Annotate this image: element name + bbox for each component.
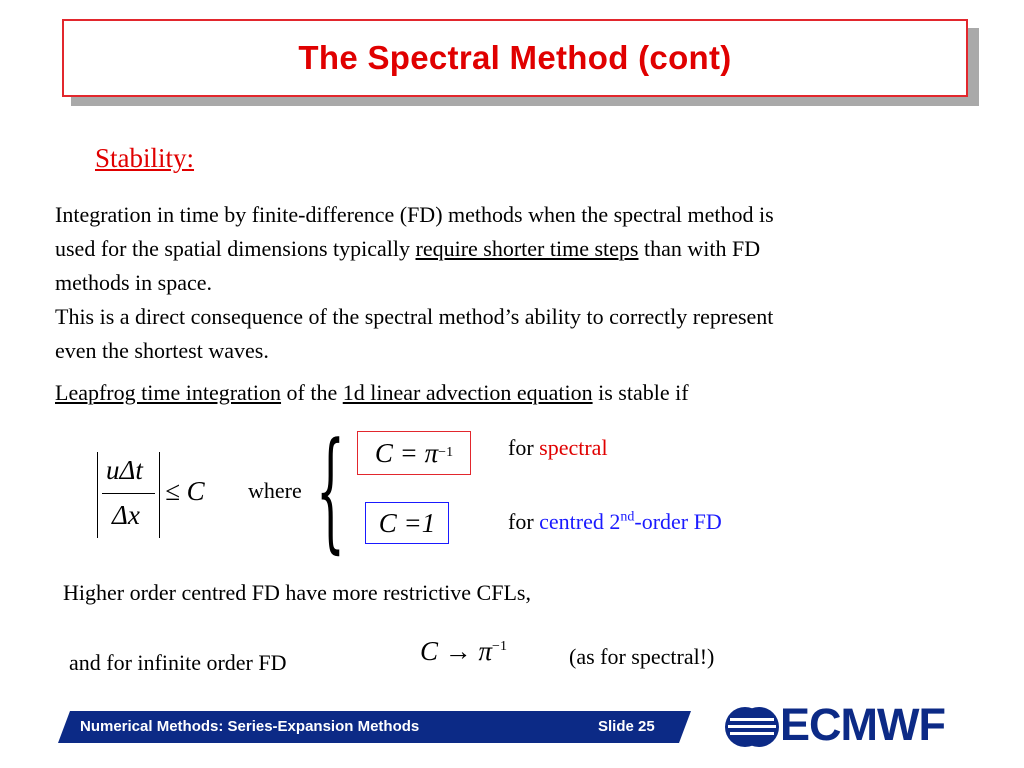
- line-2-text: used for the spatial dimensions typically: [55, 236, 416, 261]
- limit-expr: C → π: [420, 636, 493, 666]
- fraction-line: [102, 493, 155, 494]
- line-2-rest: than with FD: [638, 236, 761, 261]
- case-spectral-prefix: for: [508, 435, 540, 460]
- line-2: [55, 232, 995, 266]
- case-fd-colored-a: centred 2: [539, 509, 621, 534]
- section-heading: Stability:: [95, 143, 195, 173]
- underlined-shorter-steps: require shorter time steps: [415, 236, 639, 261]
- infinite-order-text: and for infinite order FD: [69, 650, 287, 675]
- underlined-advection: 1d linear advection equation: [342, 380, 593, 405]
- fraction-denominator: Δx: [112, 500, 140, 530]
- case-spectral-label: [508, 435, 608, 461]
- case-spectral-box: [357, 431, 471, 475]
- higher-order-text: Higher order centred FD have more restrictive CFLs,: [63, 580, 531, 605]
- case-fd-sup: nd: [620, 509, 635, 525]
- case-spectral-exponent: −1: [438, 445, 454, 460]
- left-brace: {: [316, 414, 345, 566]
- title-box: [62, 19, 968, 97]
- paragraph-integration: [55, 198, 995, 368]
- case-fd-label: [508, 509, 722, 535]
- case-spectral-expr: C = π: [374, 437, 439, 468]
- abs-bar-left: [97, 452, 98, 538]
- case-fd-prefix: for: [508, 509, 540, 534]
- underlined-leapfrog: Leapfrog time integration: [55, 380, 282, 405]
- abs-bar-right: [159, 452, 160, 538]
- line-3: methods in space.: [55, 270, 213, 295]
- line-4: This is a direct consequence of the spectral method’s ability to correctly represent: [55, 304, 774, 329]
- case-fd-colored-b: -order FD: [634, 509, 722, 534]
- footer-course-title: Numerical Methods: Series-Expansion Methods: [80, 718, 420, 735]
- limit-expression: [420, 636, 507, 667]
- leapfrog-mid: of the: [281, 380, 343, 405]
- paragraph-leapfrog: [55, 376, 995, 410]
- case-fd-expr: C =1: [378, 507, 436, 538]
- limit-exponent: −1: [492, 639, 507, 654]
- line-1: Integration in time by finite-difference (FD) methods when the spectral method is: [55, 202, 774, 227]
- footer-slide-number: Slide 25: [598, 718, 655, 735]
- inequality-relation: ≤ C: [165, 476, 205, 506]
- where-label: where: [248, 478, 302, 503]
- slide-title: The Spectral Method (cont): [298, 39, 732, 76]
- case-spectral-colored: spectral: [539, 435, 608, 460]
- leapfrog-end: is stable if: [592, 380, 689, 405]
- as-for-spectral-note: (as for spectral!): [569, 644, 715, 669]
- fraction-numerator: uΔt: [106, 455, 143, 485]
- line-5: even the shortest waves.: [55, 338, 269, 363]
- ecmwf-logo-icon: [722, 704, 782, 750]
- ecmwf-logo-text: ECMWF: [780, 699, 945, 750]
- case-fd-box: [365, 502, 449, 544]
